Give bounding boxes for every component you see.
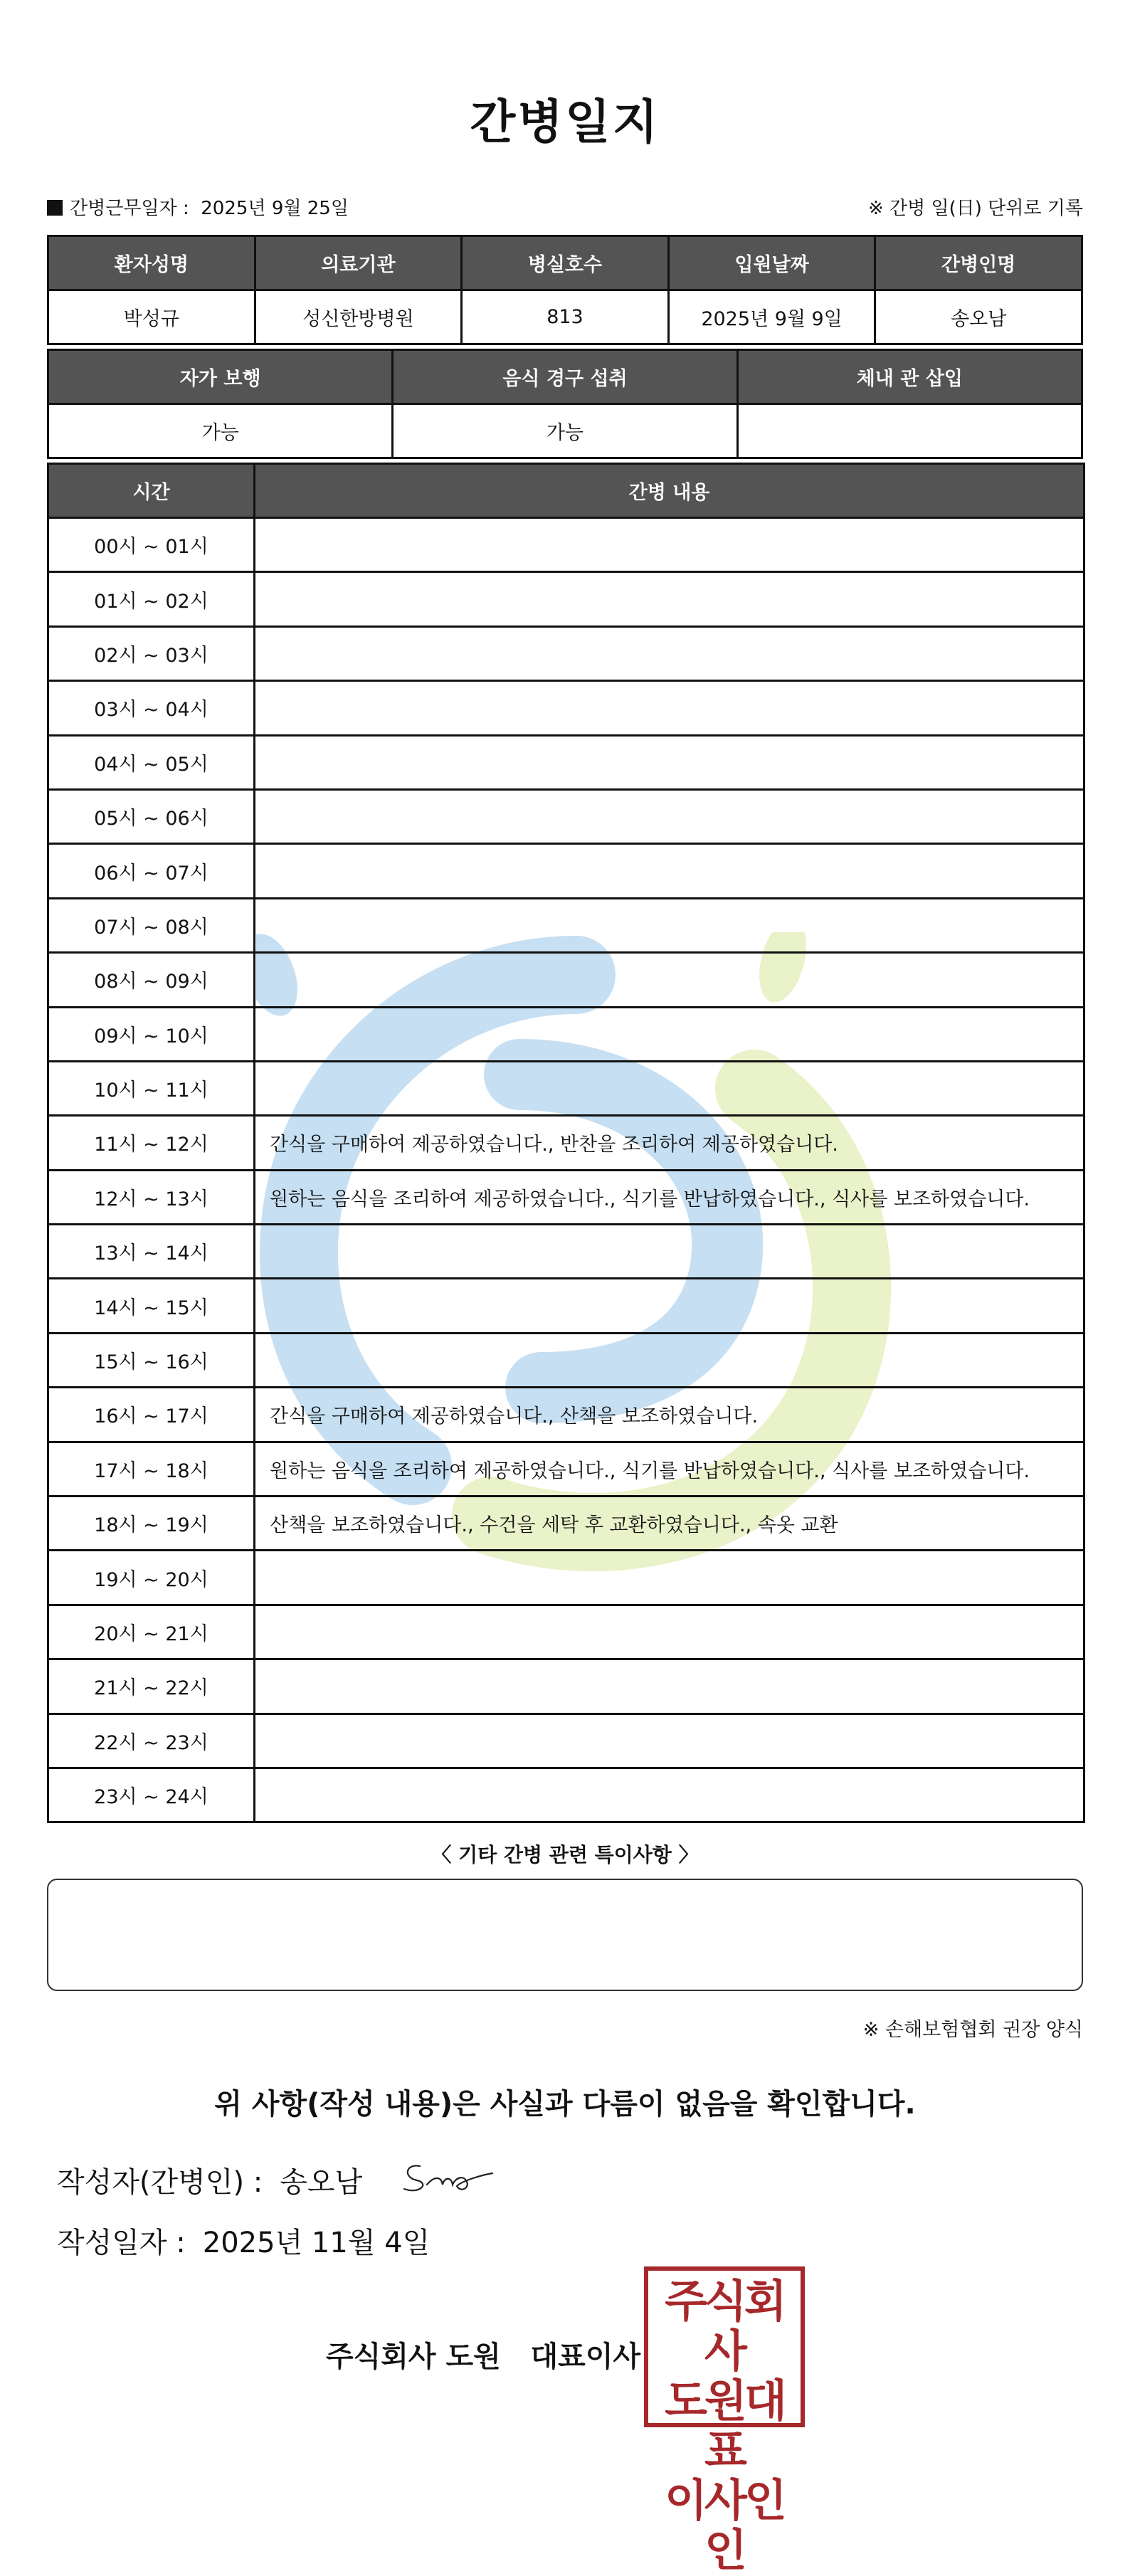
tube-status: [737, 404, 1082, 458]
time-slot: 09시 ~ 10시: [48, 1007, 255, 1061]
patient-info-table: [47, 235, 1083, 345]
table-row: [48, 789, 1084, 843]
time-slot: 07시 ~ 08시: [48, 898, 255, 952]
care-content: [255, 1279, 1084, 1333]
table-row: [48, 1714, 1084, 1768]
care-content: 간식을 구매하여 제공하였습니다., 산책을 보조하였습니다.: [255, 1388, 1084, 1442]
time-slot: 01시 ~ 02시: [48, 572, 255, 626]
caregiver-name: 송오남: [875, 290, 1082, 344]
admission-date: 2025년 9월 9일: [668, 290, 875, 344]
header-cell: 자가 보행: [48, 350, 393, 404]
care-content: [255, 681, 1084, 735]
time-slot: 23시 ~ 24시: [48, 1768, 255, 1822]
table-row: [48, 290, 1082, 344]
care-content: [255, 1333, 1084, 1387]
care-content: [255, 789, 1084, 843]
time-slot: 00시 ~ 01시: [48, 518, 255, 572]
care-content: [255, 1714, 1084, 1768]
care-content: [255, 953, 1084, 1007]
time-slot: 21시 ~ 22시: [48, 1659, 255, 1714]
time-slot: 17시 ~ 18시: [48, 1442, 255, 1496]
header-cell: 의료기관: [255, 236, 462, 290]
header-cell: 시간: [48, 464, 255, 518]
table-row: [48, 1061, 1084, 1115]
table-row: [48, 572, 1084, 626]
table-row: [48, 1333, 1084, 1387]
company-seal-stamp: 주식회사 도원대표 이사인인: [644, 2266, 805, 2427]
time-slot: 14시 ~ 15시: [48, 1279, 255, 1333]
company-representative: 주식회사 도원 대표이사: [326, 2340, 641, 2373]
table-row: [48, 1551, 1084, 1605]
table-row: [48, 898, 1084, 952]
writer-label: 작성자(간병인) :: [57, 2166, 263, 2199]
time-slot: 04시 ~ 05시: [48, 735, 255, 789]
time-slot: 10시 ~ 11시: [48, 1061, 255, 1115]
table-row: [48, 1605, 1084, 1659]
care-content: [255, 572, 1084, 626]
time-slot: 18시 ~ 19시: [48, 1496, 255, 1551]
table-row: [48, 1170, 1084, 1224]
writer-name: 송오남: [280, 2166, 363, 2199]
care-content: [255, 1605, 1084, 1659]
room-number: 813: [462, 290, 669, 344]
header-cell: 체내 관 삽입: [737, 350, 1082, 404]
signature-image: [398, 2156, 498, 2199]
time-slot: 13시 ~ 14시: [48, 1225, 255, 1279]
header-cell: 입원날짜: [668, 236, 875, 290]
recommend-note: ※ 손해보험협회 권장 양식: [862, 2019, 1083, 2041]
time-slot: 19시 ~ 20시: [48, 1551, 255, 1605]
care-content: [255, 1768, 1084, 1822]
table-row: [48, 518, 1084, 572]
table-row: [48, 1768, 1084, 1822]
time-slot: 15시 ~ 16시: [48, 1333, 255, 1387]
care-content: [255, 1007, 1084, 1061]
walking-status: 가능: [48, 404, 393, 458]
care-log-table: [47, 463, 1085, 1823]
special-notes-box: [47, 1879, 1083, 1991]
table-row: [48, 1279, 1084, 1333]
care-content: [255, 1659, 1084, 1714]
time-slot: 16시 ~ 17시: [48, 1388, 255, 1442]
confirmation-statement: 위 사항(작성 내용)은 사실과 다름이 없음을 확인합니다.: [214, 2088, 916, 2121]
care-content: 원하는 음식을 조리하여 제공하였습니다., 식기를 반납하였습니다., 식사를 보조하였습니다.: [255, 1442, 1084, 1496]
table-row: [48, 1496, 1084, 1551]
time-slot: 22시 ~ 23시: [48, 1714, 255, 1768]
care-content: [255, 626, 1084, 680]
care-content: [255, 1551, 1084, 1605]
time-slot: 05시 ~ 06시: [48, 789, 255, 843]
time-slot: 12시 ~ 13시: [48, 1170, 255, 1224]
special-notes-title: 〈 기타 간병 관련 특이사항 〉: [431, 1843, 699, 1867]
table-row: [48, 844, 1084, 898]
table-row: [48, 1225, 1084, 1279]
table-header-row: [48, 464, 1084, 518]
writer-line: [57, 2160, 362, 2200]
time-slot: 08시 ~ 09시: [48, 953, 255, 1007]
table-row: [48, 404, 1082, 458]
square-bullet-icon: [47, 200, 63, 216]
write-date-label: 작성일자 :: [57, 2227, 186, 2259]
table-header-row: [48, 350, 1082, 404]
write-date-line: [57, 2220, 430, 2261]
time-slot: 03시 ~ 04시: [48, 681, 255, 735]
table-row: [48, 1007, 1084, 1061]
work-date-value: 2025년 9월 25일: [201, 198, 349, 219]
time-slot: 06시 ~ 07시: [48, 844, 255, 898]
care-content: [255, 844, 1084, 898]
care-content: [255, 898, 1084, 952]
table-row: [48, 953, 1084, 1007]
time-slot: 20시 ~ 21시: [48, 1605, 255, 1659]
table-row: [48, 681, 1084, 735]
header-cell: 간병인명: [875, 236, 1082, 290]
table-row: [48, 1442, 1084, 1496]
patient-name: 박성규: [48, 290, 255, 344]
table-row: [48, 1116, 1084, 1170]
table-row: [48, 626, 1084, 680]
header-cell: 병실호수: [462, 236, 669, 290]
care-content: 산책을 보조하였습니다., 수건을 세탁 후 교환하였습니다., 속옷 교환: [255, 1496, 1084, 1551]
care-content: [255, 1061, 1084, 1115]
header-cell: 환자성명: [48, 236, 255, 290]
header-cell: 음식 경구 섭취: [393, 350, 737, 404]
table-header-row: [48, 236, 1082, 290]
meta-row: [47, 194, 1083, 222]
page-title: 간병일지: [470, 95, 660, 149]
patient-status-table: [47, 349, 1083, 459]
header-cell: 간병 내용: [255, 464, 1084, 518]
time-slot: 02시 ~ 03시: [48, 626, 255, 680]
hospital: 성신한방병원: [255, 290, 462, 344]
care-content: 원하는 음식을 조리하여 제공하였습니다., 식기를 반납하였습니다., 식사를 보조하였습니다.: [255, 1170, 1084, 1224]
table-row: [48, 1388, 1084, 1442]
table-row: [48, 735, 1084, 789]
care-content: [255, 518, 1084, 572]
work-date: [47, 194, 349, 220]
oral-intake-status: 가능: [393, 404, 737, 458]
write-date-value: 2025년 11월 4일: [202, 2227, 431, 2259]
record-note: ※ 간병 일(日) 단위로 기록: [867, 198, 1083, 219]
care-content: [255, 1225, 1084, 1279]
care-content: 간식을 구매하여 제공하였습니다., 반찬을 조리하여 제공하였습니다.: [255, 1116, 1084, 1170]
time-slot: 11시 ~ 12시: [48, 1116, 255, 1170]
care-content: [255, 735, 1084, 789]
table-row: [48, 1659, 1084, 1714]
work-date-label: 간병근무일자 :: [70, 198, 189, 219]
